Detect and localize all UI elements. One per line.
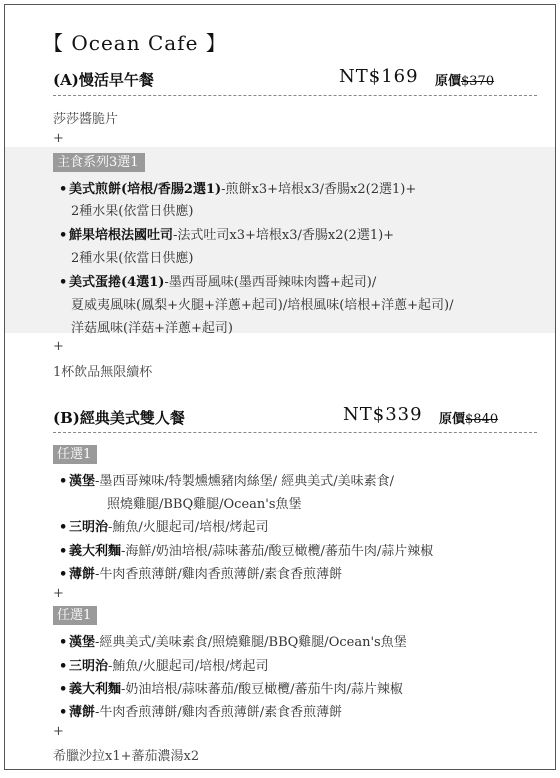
section-b-tag-1: 任選1: [53, 445, 97, 464]
list-item: • 三明治-鮪魚/火腿起司/培根/烤起司: [59, 520, 269, 535]
section-a-tag: 主食系列3選1: [53, 153, 145, 172]
section-a-drink: 1杯飲品無限續杯: [53, 365, 153, 380]
section-b-price: NT$339: [343, 404, 423, 425]
page-title: 【 Ocean Cafe 】: [43, 31, 227, 55]
list-item-continued: 2種水果(依當日供應): [71, 251, 194, 266]
section-b-original-price: 原價$840: [439, 412, 499, 427]
list-item-continued: 2種水果(依當日供應): [71, 204, 194, 219]
plus-sign: +: [53, 724, 64, 739]
section-b-name: (B)經典美式雙人餐: [53, 409, 185, 427]
section-b-tag-2: 任選1: [53, 606, 97, 625]
section-a-original-price: 原價$370: [435, 74, 495, 89]
list-item: • 義大利麵-海鮮/奶油培根/蒜味蕃茄/酸豆橄欖/蕃茄牛肉/蒜片辣椒: [59, 544, 434, 559]
list-item: • 漢堡-經典美式/美味素食/照燒雞腿/BBQ雞腿/Ocean's魚堡: [59, 635, 407, 650]
list-item: • 三明治-鮪魚/火腿起司/培根/烤起司: [59, 659, 269, 674]
menu-page: [4, 4, 556, 770]
plus-sign: +: [53, 586, 64, 601]
list-item: • 美式煎餅(培根/香腸2選1)-煎餅x3+培根x3/香腸x2(2選1)+: [59, 182, 417, 197]
section-b-side: 希臘沙拉x1+蕃茄濃湯x2: [53, 749, 200, 764]
list-item: • 義大利麵-奶油培根/蒜味蕃茄/酸豆橄欖/蕃茄牛肉/蒜片辣椒: [59, 682, 403, 697]
section-a-name: (A)慢活早午餐: [53, 71, 154, 89]
list-item-continued: 照燒雞腿/BBQ雞腿/Ocean's魚堡: [107, 497, 302, 512]
list-item: • 美式蛋捲(4選1)-墨西哥風味(墨西哥辣味肉醬+起司)/: [59, 275, 377, 290]
plus-sign: +: [53, 131, 64, 146]
list-item: • 薄餅-牛肉香煎薄餅/雞肉香煎薄餅/素食香煎薄餅: [59, 705, 343, 720]
list-item: • 漢堡-墨西哥辣味/特製燻燻豬肉絲堡/ 經典美式/美味素食/: [59, 474, 395, 489]
list-item: • 鮮果培根法國吐司-法式吐司x3+培根x3/香腸x2(2選1)+: [59, 228, 395, 243]
section-a-price: NT$169: [339, 66, 419, 87]
section-a-starter: 莎莎醬脆片: [53, 112, 119, 127]
list-item-continued: 洋菇風味(洋菇+洋蔥+起司): [71, 321, 233, 336]
list-item: • 薄餅-牛肉香煎薄餅/雞肉香煎薄餅/素食香煎薄餅: [59, 567, 343, 582]
plus-sign: +: [53, 339, 64, 354]
list-item-continued: 夏威夷風味(鳳梨+火腿+洋蔥+起司)/培根風味(培根+洋蔥+起司)/: [71, 298, 454, 313]
section-b-divider: [53, 432, 537, 433]
section-a-divider: [53, 95, 537, 96]
